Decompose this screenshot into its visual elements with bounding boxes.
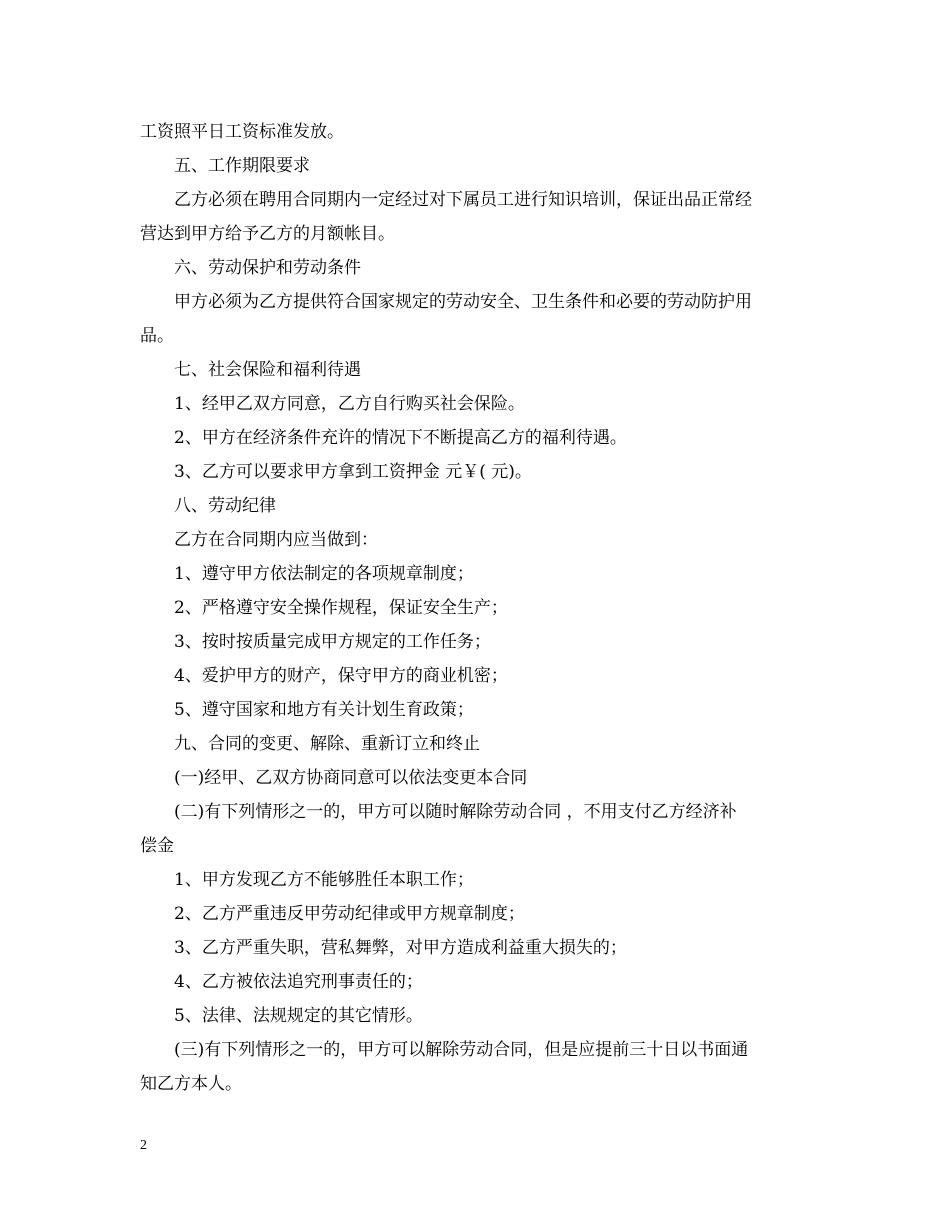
document-line: 营达到甲方给予乙方的月额帐目。 [140,224,395,244]
page-number: 2 [140,1138,147,1153]
document-line: 七、社会保险和福利待遇 [174,360,361,380]
document-line: 1、遵守甲方依法制定的各项规章制度； [174,564,474,584]
document-line: 1、经甲乙双方同意，乙方自行购买社会保险。 [174,394,525,414]
document-line: 1、甲方发现乙方不能够胜任本职工作； [174,870,474,890]
document-line: 2、严格遵守安全操作规程，保证安全生产； [174,598,508,618]
document-line: 2、乙方严重违反甲劳动纪律或甲方规章制度； [174,904,525,924]
document-line: (二)有下列情形之一的，甲方可以随时解除劳动合同 ，不用支付乙方经济补 [174,802,737,822]
document-line: 乙方在合同期内应当做到： [174,530,378,550]
document-line: 5、法律、法规规定的其它情形。 [174,1006,423,1026]
document-line: 八、劳动纪律 [174,496,276,516]
document-line: 5、遵守国家和地方有关计划生育政策； [174,700,474,720]
document-line: 品。 [140,326,174,346]
document-line: 六、劳动保护和劳动条件 [174,258,361,278]
document-line: 甲方必须为乙方提供符合国家规定的劳动安全、卫生条件和必要的劳动防护用 [174,292,752,312]
document-line: 3、按时按质量完成甲方规定的工作任务； [174,632,491,652]
document-line: 3、乙方可以要求甲方拿到工资押金 元￥( 元)。 [174,462,532,482]
document-line: 五、工作期限要求 [174,156,310,176]
document-line: (一)经甲、乙双方协商同意可以依法变更本合同 [174,768,528,788]
document-body [140,115,812,1101]
document-line: 工资照平日工资标准发放。 [140,122,344,142]
document-line: 九、合同的变更、解除、重新订立和终止 [174,734,480,754]
document-line: 4、乙方被依法追究刑事责任的； [174,972,423,992]
document-line: 乙方必须在聘用合同期内一定经过对下属员工进行知识培训，保证出品正常经 [174,190,752,210]
document-line: 偿金 [140,836,174,856]
document-line: 4、爱护甲方的财产，保守甲方的商业机密； [174,666,508,686]
document-line: 2、甲方在经济条件充许的情况下不断提高乙方的福利待遇。 [174,428,627,448]
document-line: 3、乙方严重失职，营私舞弊，对甲方造成利益重大损失的； [174,938,627,958]
document-line: 知乙方本人。 [140,1074,242,1094]
document-line: (三)有下列情形之一的，甲方可以解除劳动合同，但是应提前三十日以书面通 [174,1040,749,1060]
